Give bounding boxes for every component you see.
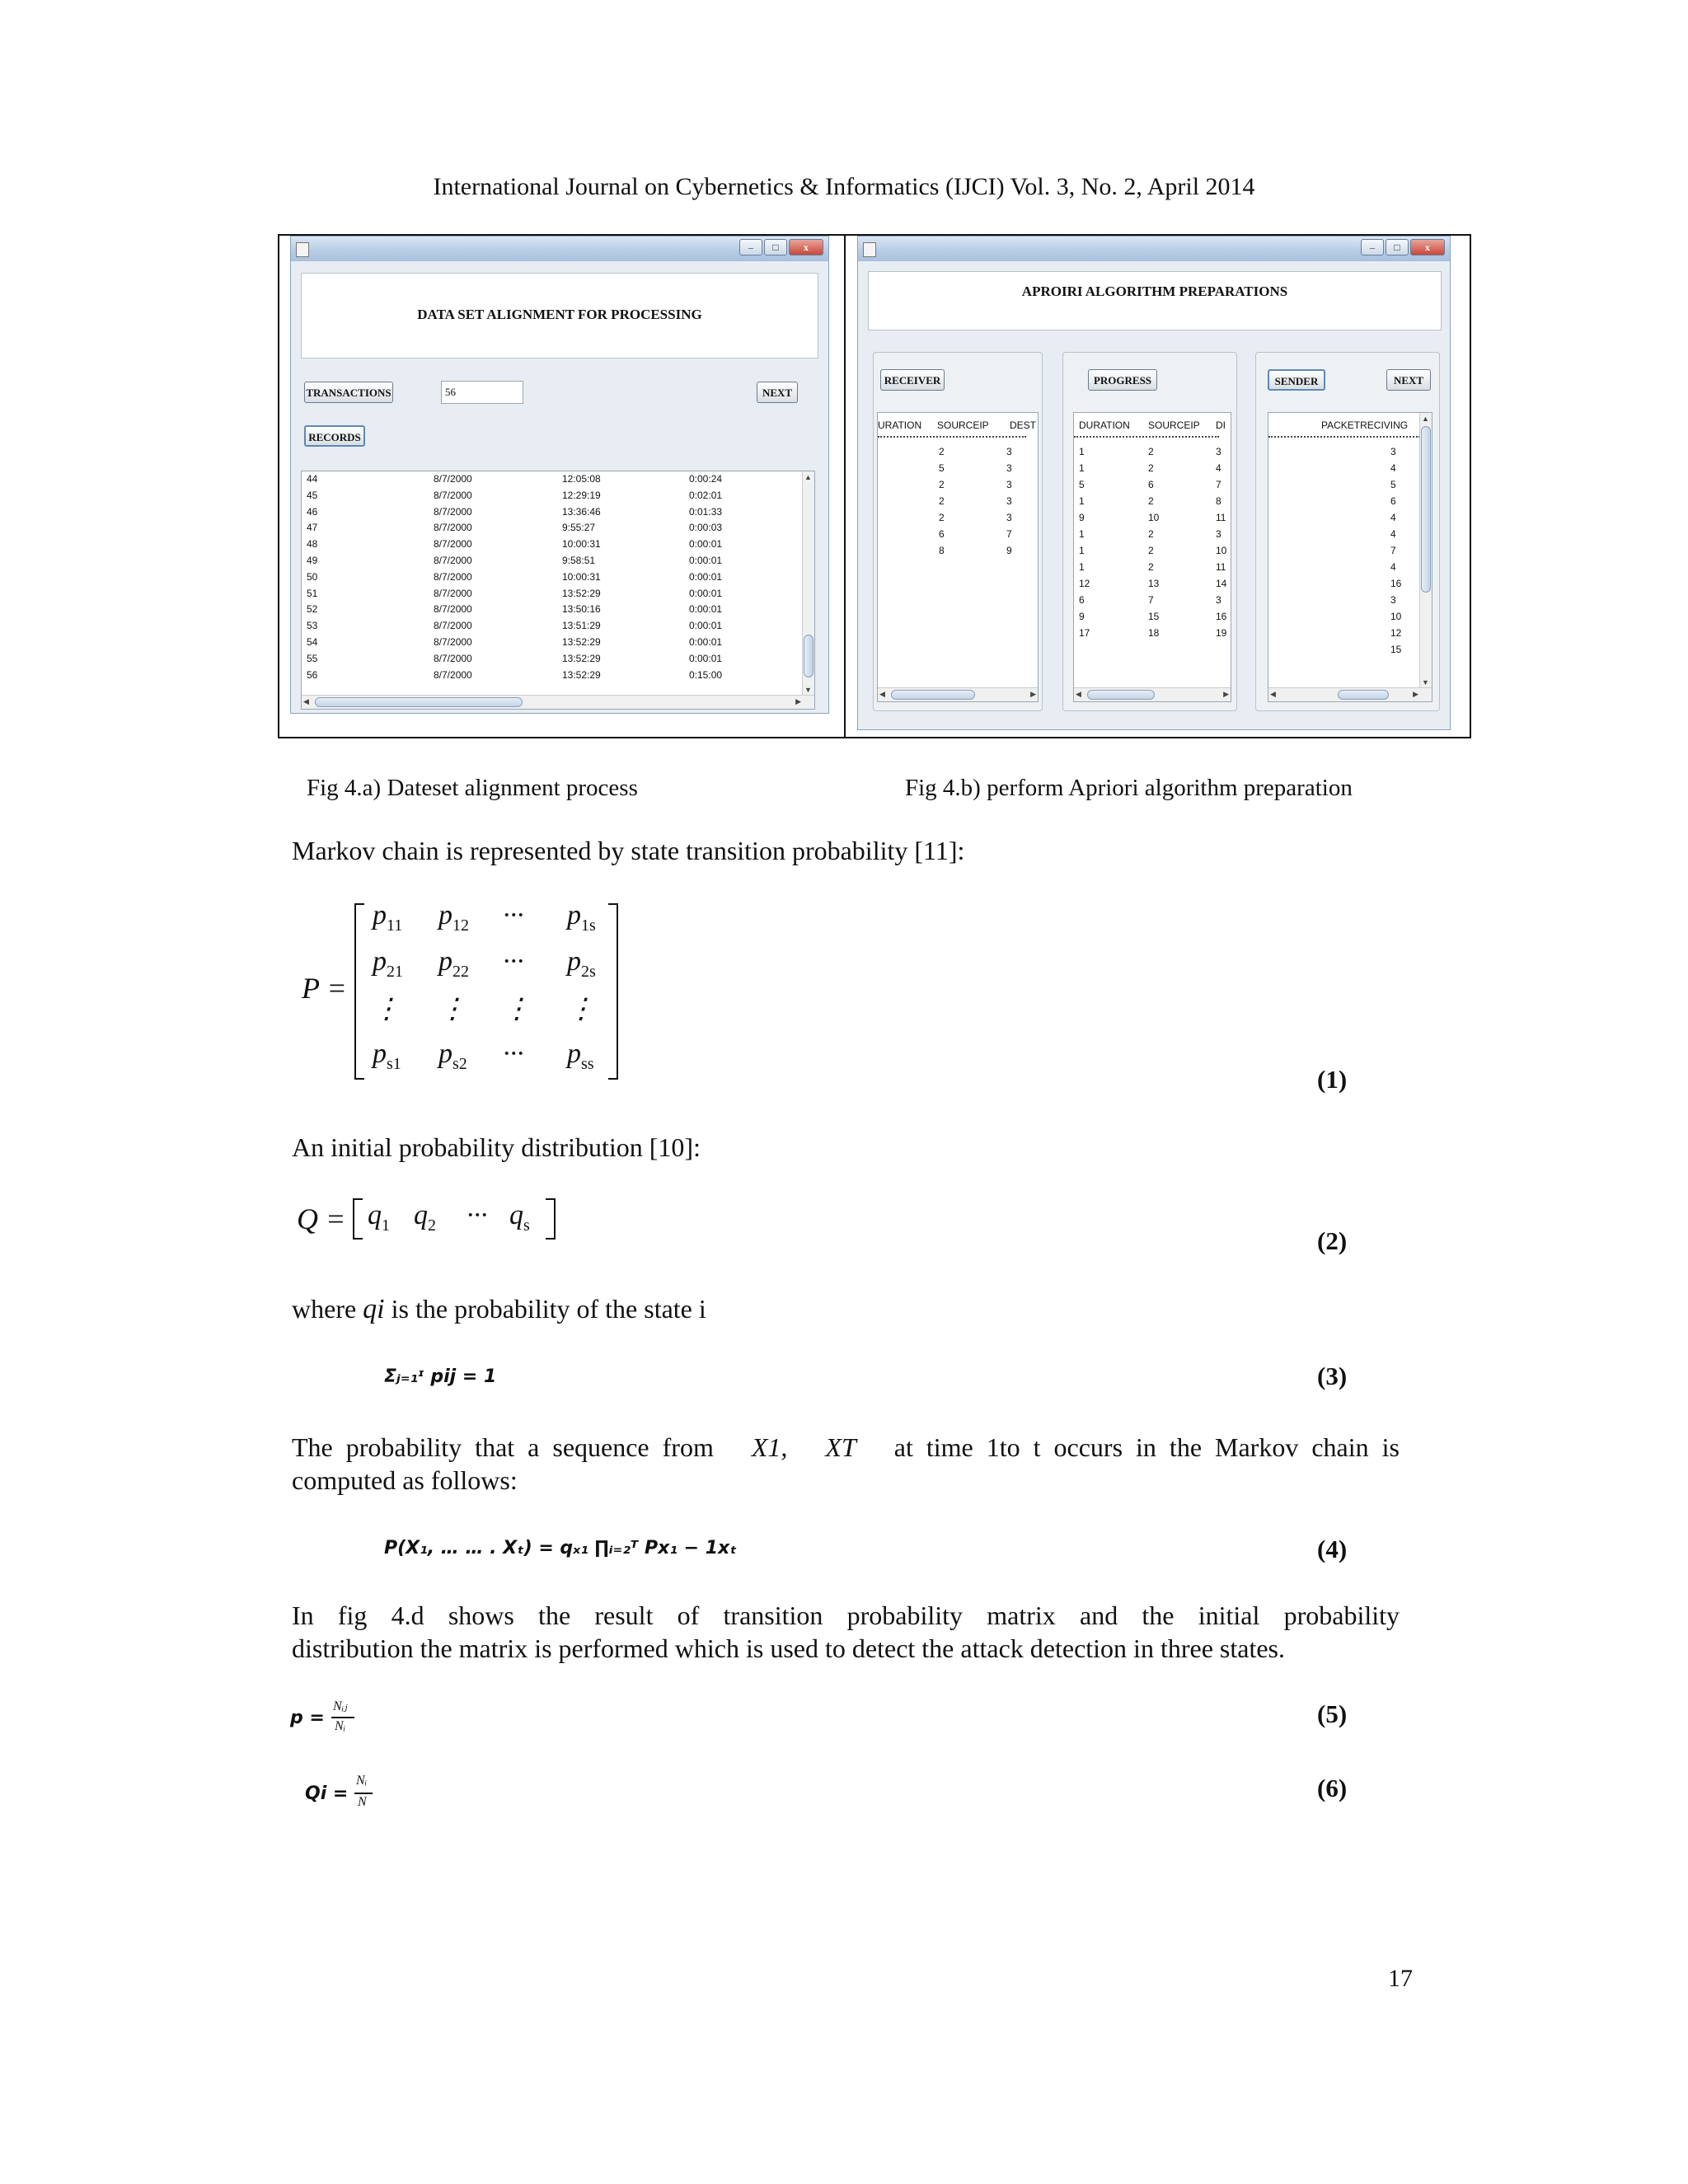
x1-variable: X1, [751, 1432, 788, 1462]
table-cell: 4 [1216, 462, 1221, 474]
table-cell: 14 [1216, 578, 1227, 589]
horizontal-scrollbar[interactable] [1268, 687, 1432, 701]
column-header: DEST [1010, 419, 1037, 431]
matrix-entry: $p_{1s}$ [567, 900, 596, 935]
matrix-entry: $p_{2s}$ [567, 946, 596, 981]
table-cell: 3 [1006, 512, 1012, 523]
table-row[interactable] [302, 555, 814, 571]
table-cell: 7 [1390, 545, 1396, 556]
title-panel [868, 271, 1442, 330]
table-cell: 0:02:01 [689, 489, 723, 501]
table-cell: 5 [1079, 479, 1085, 490]
table-row[interactable] [1074, 479, 1231, 495]
column-header: URATION [878, 419, 922, 431]
scroll-up-icon[interactable]: ▲ [804, 473, 812, 481]
table-cell: 8/7/2000 [434, 489, 472, 501]
table-cell: 56 [307, 668, 318, 681]
horizontal-scrollbar[interactable] [878, 687, 1038, 701]
table-row[interactable] [302, 522, 814, 538]
table-cell: 16 [1216, 611, 1227, 622]
transactions-button[interactable]: TRANSACTIONS [304, 382, 393, 403]
table-cell: 1 [1079, 446, 1085, 457]
header-divider [1268, 436, 1420, 443]
table-row[interactable] [878, 446, 1038, 462]
matrix-label: P = [302, 972, 347, 1005]
table-cell: 2 [939, 479, 945, 490]
table-cell: 48 [307, 538, 318, 551]
table-cell: 0:00:01 [689, 603, 723, 616]
table-cell: 51 [307, 587, 318, 599]
table-row[interactable] [1268, 561, 1432, 578]
table-cell: 3 [1390, 594, 1396, 606]
table-row[interactable] [302, 620, 814, 636]
table-cell: 13:52:29 [562, 636, 601, 648]
paragraph-markov-intro: Markov chain is represented by state transition probability [11]: [292, 836, 965, 865]
equation-1-matrix [297, 900, 626, 1083]
table-cell: 10 [1216, 545, 1227, 556]
scroll-thumb[interactable] [891, 690, 975, 700]
scroll-right-icon[interactable]: ▶ [1413, 690, 1418, 698]
matrix-entry: $p_{22}$ [438, 946, 469, 981]
progress-button[interactable]: PROGRESS [1088, 369, 1157, 391]
vector-left-bracket [353, 1198, 363, 1240]
maximize-button[interactable]: □ [764, 239, 787, 255]
table-cell: 4 [1390, 512, 1396, 523]
table-row[interactable] [878, 528, 1038, 545]
table-cell: 8/7/2000 [434, 587, 472, 599]
table-cell: 8/7/2000 [434, 473, 472, 485]
eq6-lhs: Qi = [305, 1783, 349, 1804]
records-button[interactable]: RECORDS [304, 425, 365, 447]
transactions-count-field[interactable]: 56 [441, 381, 523, 404]
table-row[interactable] [1268, 545, 1432, 561]
table-row[interactable] [1268, 627, 1432, 644]
matrix-entry: ··· [503, 1038, 524, 1069]
progress-list[interactable] [1073, 412, 1231, 702]
scroll-left-icon[interactable]: ◀ [879, 690, 885, 698]
matrix-entry: ··· [503, 946, 524, 977]
table-cell: 1 [1079, 495, 1085, 507]
matrix-entry: $p_{s1}$ [373, 1038, 401, 1073]
vector-entry: ··· [467, 1200, 488, 1230]
table-cell: 53 [307, 620, 318, 632]
figure-divider [844, 234, 846, 738]
table-cell: 3 [1006, 446, 1012, 457]
table-cell: 6 [1390, 495, 1396, 507]
table-cell: 0:00:01 [689, 538, 723, 551]
table-row[interactable] [302, 603, 814, 620]
table-cell: 8/7/2000 [434, 505, 472, 518]
scroll-thumb[interactable] [315, 697, 523, 707]
dataset-alignment-window [290, 236, 829, 714]
table-row[interactable] [1074, 627, 1231, 644]
matrix-right-bracket [608, 903, 618, 1080]
fraction-bar [354, 1793, 373, 1794]
equation-5 [290, 1694, 389, 1744]
table-cell: 2 [1148, 528, 1154, 540]
table-row[interactable] [1268, 578, 1432, 594]
table-cell: 17 [1079, 627, 1090, 639]
table-row[interactable] [302, 506, 814, 523]
table-row[interactable] [1268, 594, 1432, 611]
java-app-icon [296, 242, 309, 257]
table-cell: 9:58:51 [562, 555, 596, 566]
table-row[interactable] [302, 588, 814, 604]
table-cell: 6 [939, 528, 945, 540]
scroll-thumb[interactable] [1421, 426, 1431, 593]
sender-list[interactable] [1268, 412, 1432, 702]
equation-6 [305, 1770, 404, 1820]
eq5-denominator: Nᵢ [335, 1719, 346, 1733]
paragraph-initial-dist: An initial probability distribution [10]: [292, 1132, 701, 1162]
table-cell: 2 [939, 512, 945, 523]
table-cell: 9:55:27 [562, 522, 596, 534]
table-cell: 3 [1216, 528, 1221, 540]
table-cell: 11 [1216, 512, 1226, 523]
scroll-left-icon[interactable]: ◀ [1270, 690, 1276, 698]
matrix-entry: $p_{21}$ [373, 946, 403, 981]
eq5-lhs: p = [290, 1708, 325, 1728]
table-row[interactable] [1074, 528, 1231, 545]
header-divider [878, 436, 1026, 443]
table-cell: 8/7/2000 [434, 570, 472, 583]
window-titlebar [291, 237, 828, 261]
fraction-bar [331, 1717, 354, 1718]
title-panel [301, 273, 818, 359]
column-header: PACKETRECIVING [1321, 419, 1409, 431]
scroll-left-icon[interactable]: ◀ [303, 697, 309, 705]
table-row[interactable] [1268, 512, 1432, 528]
table-cell: 3 [1006, 462, 1012, 474]
table-cell: 2 [1148, 462, 1154, 474]
maximize-button[interactable]: □ [1386, 239, 1409, 255]
vector-entry: $q_2$ [414, 1200, 436, 1235]
matrix-entry: $p_{ss}$ [567, 1038, 594, 1073]
page-number: 17 [1388, 1965, 1413, 1992]
scroll-left-icon[interactable]: ◀ [1076, 690, 1081, 698]
table-cell: 13 [1148, 578, 1160, 589]
horizontal-scrollbar[interactable] [302, 695, 814, 709]
table-row[interactable] [1268, 644, 1432, 660]
window-titlebar [858, 237, 1450, 261]
table-cell: 8 [1216, 495, 1221, 507]
table-cell: 6 [1148, 479, 1154, 490]
scroll-down-icon[interactable]: ▼ [804, 686, 812, 694]
eq5-numerator: Nᵢⱼ [333, 1699, 348, 1713]
vector-right-bracket [546, 1198, 556, 1240]
fig4d-line-2: distribution the matrix is performed which is used to detect the attack detection in three states. [292, 1633, 1285, 1663]
sequence-text-3: computed as follows: [292, 1465, 518, 1495]
matrix-entry: ⋮ [373, 994, 401, 1024]
table-cell: 15 [1148, 611, 1160, 622]
table-cell: 11 [1216, 561, 1226, 573]
table-cell: 8/7/2000 [434, 668, 472, 681]
close-button[interactable]: x [789, 239, 823, 255]
table-cell: 1 [1079, 528, 1085, 540]
scroll-thumb[interactable] [804, 635, 814, 677]
table-cell: 15 [1390, 644, 1402, 655]
table-cell: 2 [1148, 446, 1154, 457]
table-cell: 3 [1006, 495, 1012, 507]
close-button[interactable]: x [1410, 239, 1445, 255]
receiver-panel [873, 352, 1043, 711]
table-cell: 13:52:29 [562, 652, 601, 664]
table-cell: 1 [1079, 545, 1085, 556]
column-header: SOURCEIP [1148, 419, 1200, 431]
apriori-window [857, 236, 1451, 730]
table-cell: 12 [1079, 578, 1090, 589]
equation-2-vector [297, 1195, 577, 1244]
where-prefix: where [292, 1294, 357, 1324]
vector-label: Q = [297, 1202, 346, 1235]
eq6-numerator: Nᵢ [356, 1774, 368, 1788]
table-cell: 55 [307, 652, 318, 664]
table-cell: 45 [307, 489, 318, 501]
table-row[interactable] [878, 495, 1038, 512]
table-cell: 0:15:00 [689, 668, 723, 681]
table-row[interactable] [1268, 495, 1432, 512]
table-cell: 2 [939, 446, 945, 457]
table-row[interactable] [1268, 462, 1432, 479]
journal-header: International Journal on Cybernetics & Informatics (IJCI) Vol. 3, No. 2, April 2014 [433, 173, 1255, 200]
table-row[interactable] [878, 479, 1038, 495]
table-cell: 13:52:29 [562, 587, 601, 599]
table-cell: 4 [1390, 528, 1396, 540]
receiver-list[interactable] [877, 412, 1039, 702]
matrix-entry: $p_{12}$ [438, 900, 469, 935]
table-row[interactable] [1268, 479, 1432, 495]
table-cell: 19 [1216, 627, 1227, 639]
table-cell: 3 [1006, 479, 1012, 490]
vertical-scrollbar[interactable] [1419, 413, 1432, 688]
column-header: DI [1216, 419, 1226, 431]
matrix-entry: ··· [503, 900, 524, 930]
table-cell: 9 [1006, 545, 1012, 556]
table-cell: 0:01:33 [689, 505, 723, 518]
table-cell: 10:00:31 [562, 538, 601, 551]
vector-entry: $q_s$ [509, 1200, 530, 1235]
equation-3: Σⱼ₌₁ᶦ pij = 1 [384, 1366, 497, 1387]
records-list[interactable] [301, 471, 815, 710]
horizontal-scrollbar[interactable] [1074, 687, 1231, 701]
scroll-thumb[interactable] [1087, 690, 1155, 700]
table-cell: 8/7/2000 [434, 555, 472, 566]
table-cell: 8 [939, 545, 945, 556]
table-row[interactable] [1074, 561, 1231, 578]
equation-number: (1) [1317, 1065, 1348, 1094]
equation-number: (3) [1317, 1361, 1348, 1390]
table-row[interactable] [1074, 578, 1231, 594]
figure-caption-a: Fig 4.a) Dateset alignment process [307, 775, 638, 801]
table-cell: 8/7/2000 [434, 538, 472, 551]
table-cell: 3 [1390, 446, 1396, 457]
table-cell: 2 [1148, 495, 1154, 507]
sequence-text-2: at time 1to t occurs in the Markov chain is [893, 1432, 1400, 1462]
sequence-text-1: The probability that a sequence from [292, 1432, 714, 1462]
vector-entry: $q_1$ [368, 1200, 390, 1235]
header-divider [1074, 436, 1219, 443]
table-cell: 3 [1216, 446, 1221, 457]
table-cell: 13:52:29 [562, 668, 601, 681]
table-row[interactable] [302, 653, 814, 669]
table-row[interactable] [1074, 495, 1231, 512]
table-row[interactable] [302, 490, 814, 506]
table-row[interactable] [1268, 611, 1432, 627]
table-row[interactable] [1074, 462, 1231, 479]
table-row[interactable] [1268, 446, 1432, 462]
minimize-button[interactable]: – [739, 239, 762, 255]
table-cell: 4 [1390, 462, 1396, 474]
matrix-entry: ⋮ [503, 994, 531, 1024]
table-row[interactable] [302, 669, 814, 686]
table-cell: 49 [307, 555, 318, 566]
table-row[interactable] [1074, 594, 1231, 611]
matrix-left-bracket [354, 903, 364, 1080]
table-cell: 9 [1079, 611, 1085, 622]
matrix-entry: ⋮ [438, 994, 467, 1024]
where-suffix: is the probability of the state i [391, 1294, 706, 1324]
column-header: DURATION [1079, 419, 1130, 431]
vertical-scrollbar[interactable] [802, 471, 814, 696]
table-cell: 1 [1079, 462, 1085, 474]
scroll-right-icon[interactable]: ▶ [795, 697, 801, 705]
paragraph-fig4d [292, 1599, 1400, 1665]
table-cell: 13:36:46 [562, 505, 601, 518]
matrix-entry: ⋮ [567, 994, 595, 1024]
table-row[interactable] [1268, 528, 1432, 545]
matrix-entry: $p_{s2}$ [438, 1038, 467, 1073]
next-button[interactable]: NEXT [757, 382, 798, 403]
table-cell: 5 [1390, 479, 1396, 490]
figure-caption-b: Fig 4.b) perform Apriori algorithm preparation [905, 775, 1353, 801]
table-cell: 3 [1216, 594, 1221, 606]
matrix-entry: $p_{11}$ [373, 900, 403, 935]
table-cell: 6 [1079, 594, 1085, 606]
xt-variable: XT [825, 1432, 856, 1462]
table-cell: 10 [1148, 512, 1160, 523]
table-cell: 12:05:08 [562, 473, 601, 485]
receiver-button[interactable]: RECEIVER [880, 369, 945, 391]
table-cell: 8/7/2000 [434, 522, 472, 534]
table-cell: 0:00:24 [689, 473, 723, 485]
fig4d-line-1: In fig 4.d shows the result of transition probability matrix and the initial probability [292, 1601, 1400, 1630]
table-cell: 0:00:01 [689, 570, 723, 583]
table-cell: 0:00:01 [689, 636, 723, 648]
equation-number: (5) [1317, 1699, 1348, 1728]
paragraph-where-qi [292, 1292, 706, 1326]
table-cell: 0:00:01 [689, 587, 723, 599]
table-cell: 47 [307, 522, 318, 534]
table-cell: 46 [307, 505, 318, 518]
paragraph-sequence-probability [292, 1431, 1400, 1497]
equation-number: (4) [1317, 1535, 1348, 1563]
table-row[interactable] [1074, 446, 1231, 462]
java-app-icon [863, 242, 876, 257]
table-row[interactable] [302, 473, 814, 490]
scroll-up-icon[interactable]: ▲ [1422, 415, 1429, 423]
table-cell: 7 [1216, 479, 1221, 490]
table-cell: 4 [1390, 561, 1396, 573]
equation-4: P(X₁, … … . Xₜ) = qₓ₁ ∏ᵢ₌₂ᵀ Px₁ − 1xₜ [384, 1538, 737, 1558]
column-header: SOURCEIP [937, 419, 989, 431]
table-cell: 0:00:01 [689, 652, 723, 664]
table-cell: 2 [1148, 545, 1154, 556]
table-cell: 10 [1390, 611, 1402, 622]
table-row[interactable] [878, 462, 1038, 479]
scroll-right-icon[interactable]: ▶ [1223, 690, 1229, 698]
panel-title: APROIRI ALGORITHM PREPARATIONS [1021, 284, 1288, 299]
table-cell: 44 [307, 473, 318, 485]
scroll-thumb[interactable] [1338, 690, 1389, 700]
table-cell: 0:00:03 [689, 522, 723, 534]
sender-panel [1255, 352, 1440, 711]
table-row[interactable] [1074, 512, 1231, 528]
table-row[interactable] [1074, 611, 1231, 627]
table-row[interactable] [302, 571, 814, 588]
table-row[interactable] [302, 636, 814, 653]
table-cell: 16 [1390, 578, 1402, 589]
table-cell: 2 [1148, 561, 1154, 573]
table-row[interactable] [1074, 545, 1231, 561]
sender-button[interactable]: SENDER [1268, 369, 1325, 391]
table-cell: 1 [1079, 561, 1085, 573]
table-cell: 18 [1148, 627, 1160, 639]
table-cell: 8/7/2000 [434, 636, 472, 648]
table-cell: 10:00:31 [562, 570, 601, 583]
table-cell: 54 [307, 636, 318, 648]
table-row[interactable] [302, 538, 814, 555]
table-cell: 2 [939, 495, 945, 507]
eq6-denominator: N [358, 1795, 367, 1809]
table-cell: 12:29:19 [562, 489, 601, 501]
table-cell: 13:50:16 [562, 603, 601, 616]
table-cell: 0:00:01 [689, 555, 723, 566]
table-cell: 0:00:01 [689, 620, 723, 632]
progress-panel [1062, 352, 1237, 711]
table-cell: 5 [939, 462, 945, 474]
scroll-down-icon[interactable]: ▼ [1422, 678, 1429, 687]
equation-number: (6) [1317, 1774, 1348, 1802]
table-cell: 8/7/2000 [434, 620, 472, 632]
table-cell: 8/7/2000 [434, 603, 472, 616]
table-cell: 7 [1148, 594, 1154, 606]
table-row[interactable] [878, 512, 1038, 528]
scroll-right-icon[interactable]: ▶ [1030, 690, 1036, 698]
minimize-button[interactable]: – [1361, 239, 1384, 255]
next-button[interactable]: NEXT [1386, 369, 1431, 391]
table-cell: 50 [307, 570, 318, 583]
table-cell: 52 [307, 603, 318, 616]
table-cell: 12 [1390, 627, 1402, 639]
panel-title: DATA SET ALIGNMENT FOR PROCESSING [417, 307, 702, 322]
qi-variable: qi [363, 1294, 385, 1324]
table-cell: 7 [1006, 528, 1012, 540]
table-cell: 9 [1079, 512, 1085, 523]
equation-number: (2) [1317, 1226, 1348, 1255]
table-cell: 8/7/2000 [434, 652, 472, 664]
table-cell: 13:51:29 [562, 620, 601, 632]
table-row[interactable] [878, 545, 1038, 561]
